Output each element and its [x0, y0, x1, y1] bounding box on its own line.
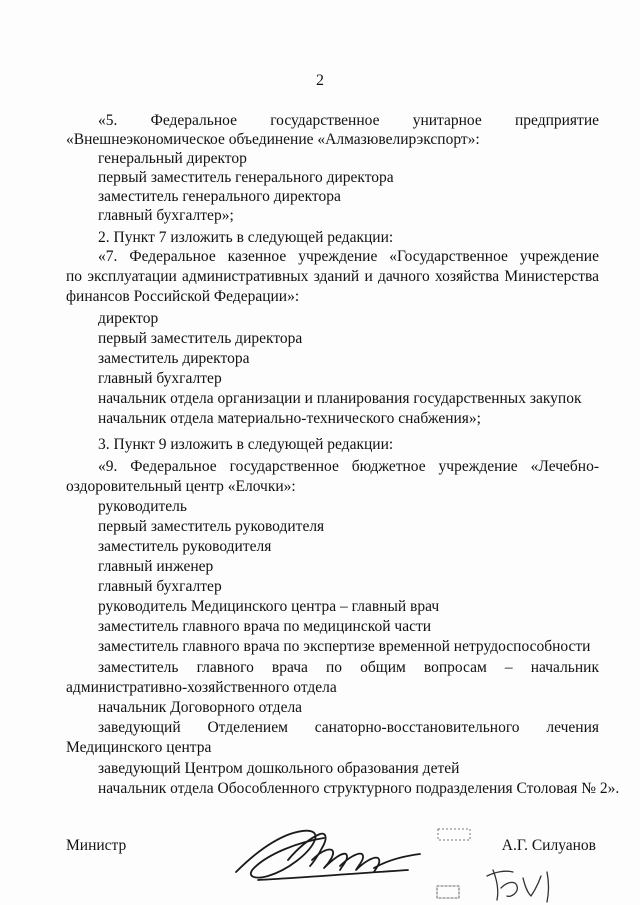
sanatorium-line2: Медицинского центра [66, 739, 212, 756]
item5-line2: «Внешнеэкономическое объединение «Алмазювелирэкспорт»: [66, 131, 480, 148]
signature-block [0, 820, 640, 905]
position-line: начальник отдела материально-технического снабжения»; [98, 410, 481, 427]
item7-line2: по эксплуатации административных зданий и дачного хозяйства Министерства [66, 268, 599, 285]
position-line: начальник отдела организации и планирования государственных закупок [98, 390, 582, 407]
position-line: первый заместитель генерального директора [98, 169, 394, 186]
handwritten-signature [228, 820, 428, 890]
position-line: начальник Договорного отдела [98, 699, 303, 716]
item9-intro: 3. Пункт 9 изложить в следующей редакции: [98, 436, 394, 453]
position-line: директор [98, 310, 159, 327]
sanatorium-line1: заведующий Отделением санаторно-восстановительного лечения [98, 719, 599, 736]
position-line: руководитель Медицинского центра – главный врач [98, 598, 440, 615]
item7-intro: 2. Пункт 7 изложить в следующей редакции: [98, 229, 394, 246]
minister-name: А.Г. Силуанов [501, 837, 596, 854]
item7-line3: финансов Российской Федерации»: [66, 288, 300, 305]
item9-line1: «9. Федеральное государственное бюджетное учреждение «Лечебно- [98, 458, 599, 475]
position-line: главный бухгалтер»; [98, 207, 234, 224]
minister-title: Министр [66, 837, 127, 854]
deputy-general-line1: заместитель главного врача по общим вопросам – начальник [98, 659, 599, 676]
position-line: заместитель главного врача по медицинской части [98, 618, 432, 635]
position-line: первый заместитель директора [98, 330, 303, 347]
handwritten-initials [435, 862, 560, 904]
page-number: 2 [316, 72, 324, 89]
item5-line1: «5. Федеральное государственное унитарное предприятие [98, 112, 599, 129]
position-line: руководитель [98, 498, 187, 515]
position-line: первый заместитель руководителя [98, 518, 325, 535]
position-line: главный бухгалтер [98, 370, 222, 387]
position-line: начальник отдела Обособленного структурного подразделения Столовая № 2». [98, 780, 620, 797]
position-line: заместитель главного врача по экспертизе временной нетрудоспособности [98, 638, 591, 655]
position-line: заведующий Центром дошкольного образования детей [98, 760, 460, 777]
registration-mark [437, 828, 471, 842]
position-line: главный инженер [98, 558, 214, 575]
deputy-general-line2: административно-хозяйственного отдела [66, 679, 337, 696]
position-line: главный бухгалтер [98, 578, 222, 595]
position-line: заместитель директора [98, 350, 250, 367]
item9-line2: оздоровительный центр «Елочки»: [66, 478, 296, 495]
position-line: заместитель руководителя [98, 538, 272, 555]
position-line: генеральный директор [98, 150, 247, 167]
item7-line1: «7. Федеральное казенное учреждение «Государственное учреждение [98, 248, 599, 265]
position-line: заместитель генерального директора [98, 188, 341, 205]
